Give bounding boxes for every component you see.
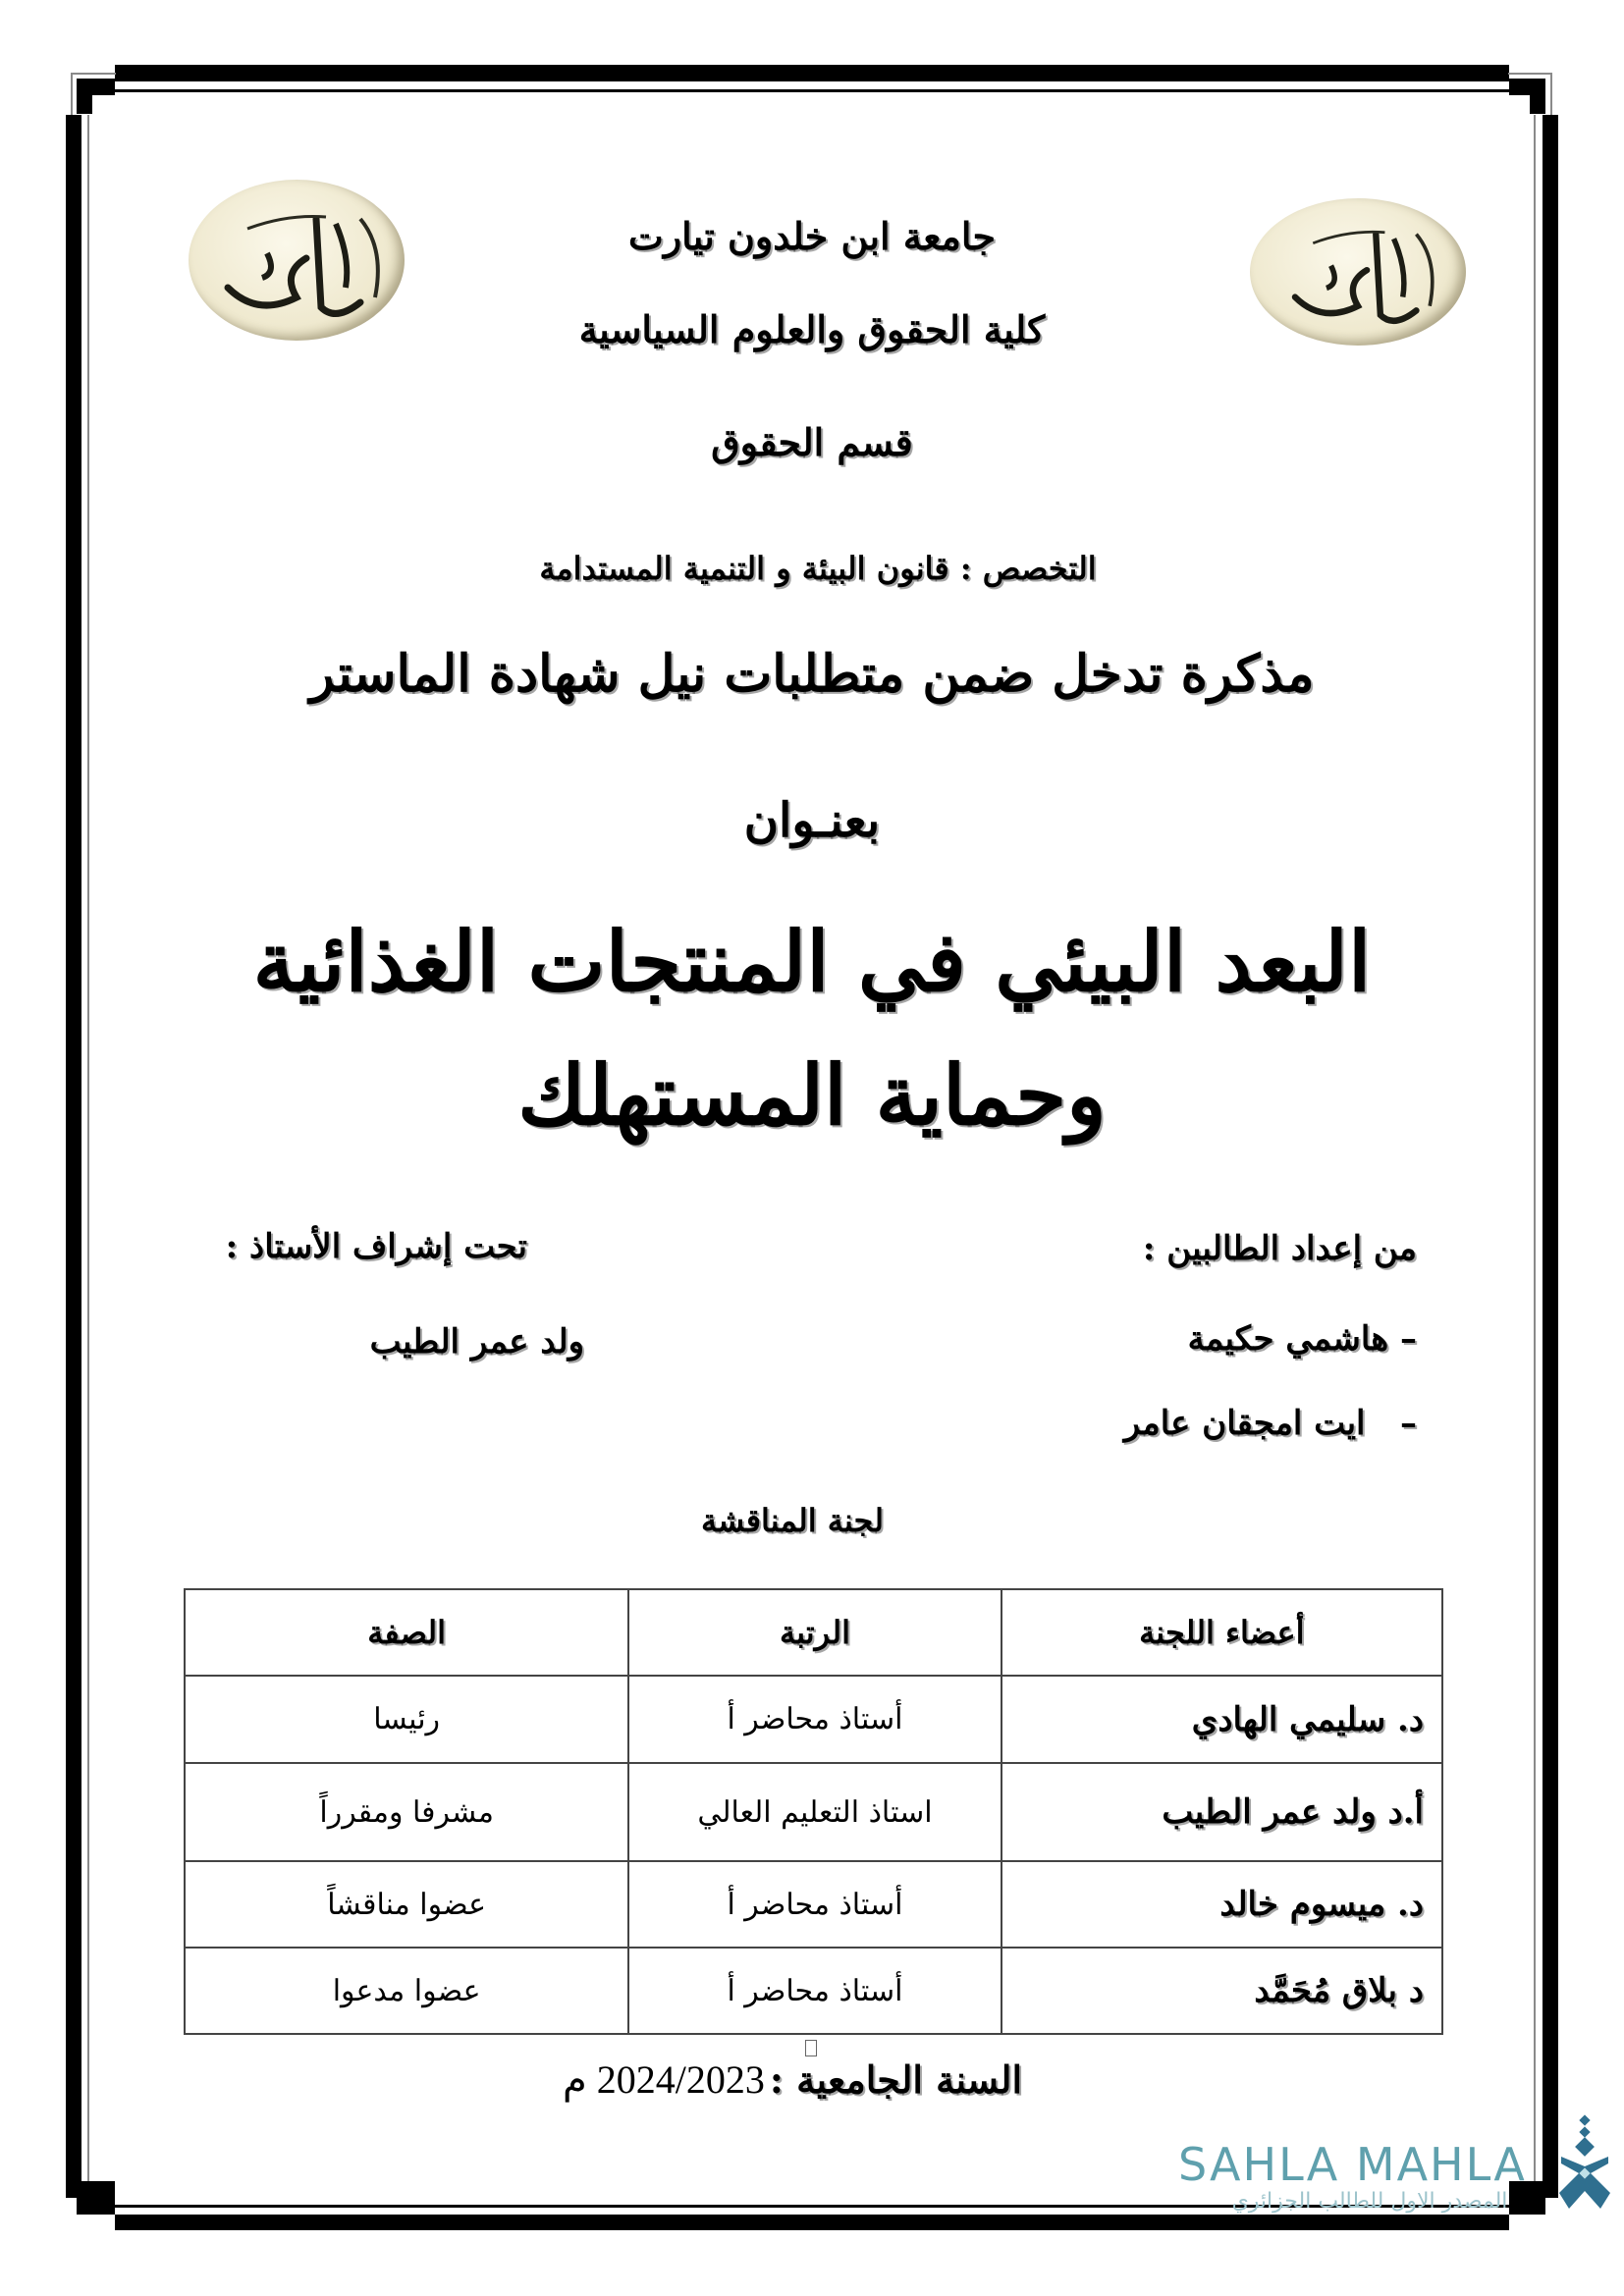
member-role: عضوا مناقشاً <box>185 1861 628 1948</box>
table-row <box>185 1676 1442 1763</box>
student-name: – هاشمي حكيمة <box>1187 1319 1417 1359</box>
watermark-logo-icon <box>1551 2112 1622 2225</box>
member-name: أ.د ولد عمر الطيب <box>1001 1763 1442 1861</box>
border-corner-tl-v <box>77 79 92 114</box>
academic-year-value: 2024/2023 م <box>562 2057 765 2102</box>
academic-year-label: السنة الجامعية : <box>769 2057 1023 2102</box>
column-header-role: الصفة <box>185 1589 628 1676</box>
member-role: مشرفا ومقرراً <box>185 1763 628 1861</box>
authors-label: من إعداد الطالبين : <box>1142 1229 1417 1268</box>
academic-year <box>0 2056 1624 2103</box>
committee-title: لجنة المناقشة <box>701 1502 884 1539</box>
table-row <box>185 1948 1442 2034</box>
supervisor-label: تحت إشراف الأستاذ : <box>225 1227 527 1266</box>
thesis-title-line1: البعد البيئي في المنتجات الغذائية <box>252 913 1372 1010</box>
member-rank: أستاذ محاضر أ <box>628 1861 1001 1948</box>
watermark-brand: SAHLA MAHLA <box>1178 2138 1527 2191</box>
thesis-title-line2: وحماية المستهلك <box>517 1046 1107 1144</box>
thesis-purpose: مذكرة تدخل ضمن متطلبات نيل شهادة الماستر <box>309 644 1315 704</box>
specialty: التخصص : قانون البيئة و التنمية المستدامة <box>539 550 1097 587</box>
column-header-member: أعضاء اللجنة <box>1001 1589 1442 1676</box>
committee-table <box>184 1588 1443 2035</box>
border-top-bar <box>115 65 1509 81</box>
member-rank: استاذ التعليم العالي <box>628 1763 1001 1861</box>
supervisor-name: ولد عمر الطيب <box>369 1322 584 1362</box>
member-name: د. ميسوم خالد <box>1001 1861 1442 1948</box>
student-name: – ايت امجقان عامر <box>1123 1404 1417 1443</box>
member-role: عضوا مدعوا <box>185 1948 628 2034</box>
table-row <box>185 1763 1442 1861</box>
member-rank: أستاذ محاضر أ <box>628 1676 1001 1763</box>
border-corner-bl <box>77 2181 115 2215</box>
placeholder-box <box>805 2040 817 2056</box>
column-header-rank: الرتبة <box>628 1589 1001 1676</box>
member-rank: أستاذ محاضر أ <box>628 1948 1001 2034</box>
table-header-row <box>185 1589 1442 1676</box>
department-name: قسم الحقوق <box>711 420 913 464</box>
member-name: د بلاق مُحَمَّد <box>1001 1948 1442 2034</box>
border-corner-tr-v <box>1530 79 1545 114</box>
faculty-name: كلية الحقوق والعلوم السياسية <box>578 307 1046 351</box>
member-name: د. سليمي الهادي <box>1001 1676 1442 1763</box>
table-row <box>185 1861 1442 1948</box>
border-top-line <box>115 89 1509 92</box>
member-role: رئيسا <box>185 1676 628 1763</box>
border-bottom-bar <box>115 2215 1509 2230</box>
university-name: جامعة ابن خلدون تيارت <box>628 214 996 258</box>
watermark-tagline: المصدر الاول للطالب الجزائري <box>1231 2189 1508 2214</box>
title-label: بعنـوان <box>743 793 881 848</box>
